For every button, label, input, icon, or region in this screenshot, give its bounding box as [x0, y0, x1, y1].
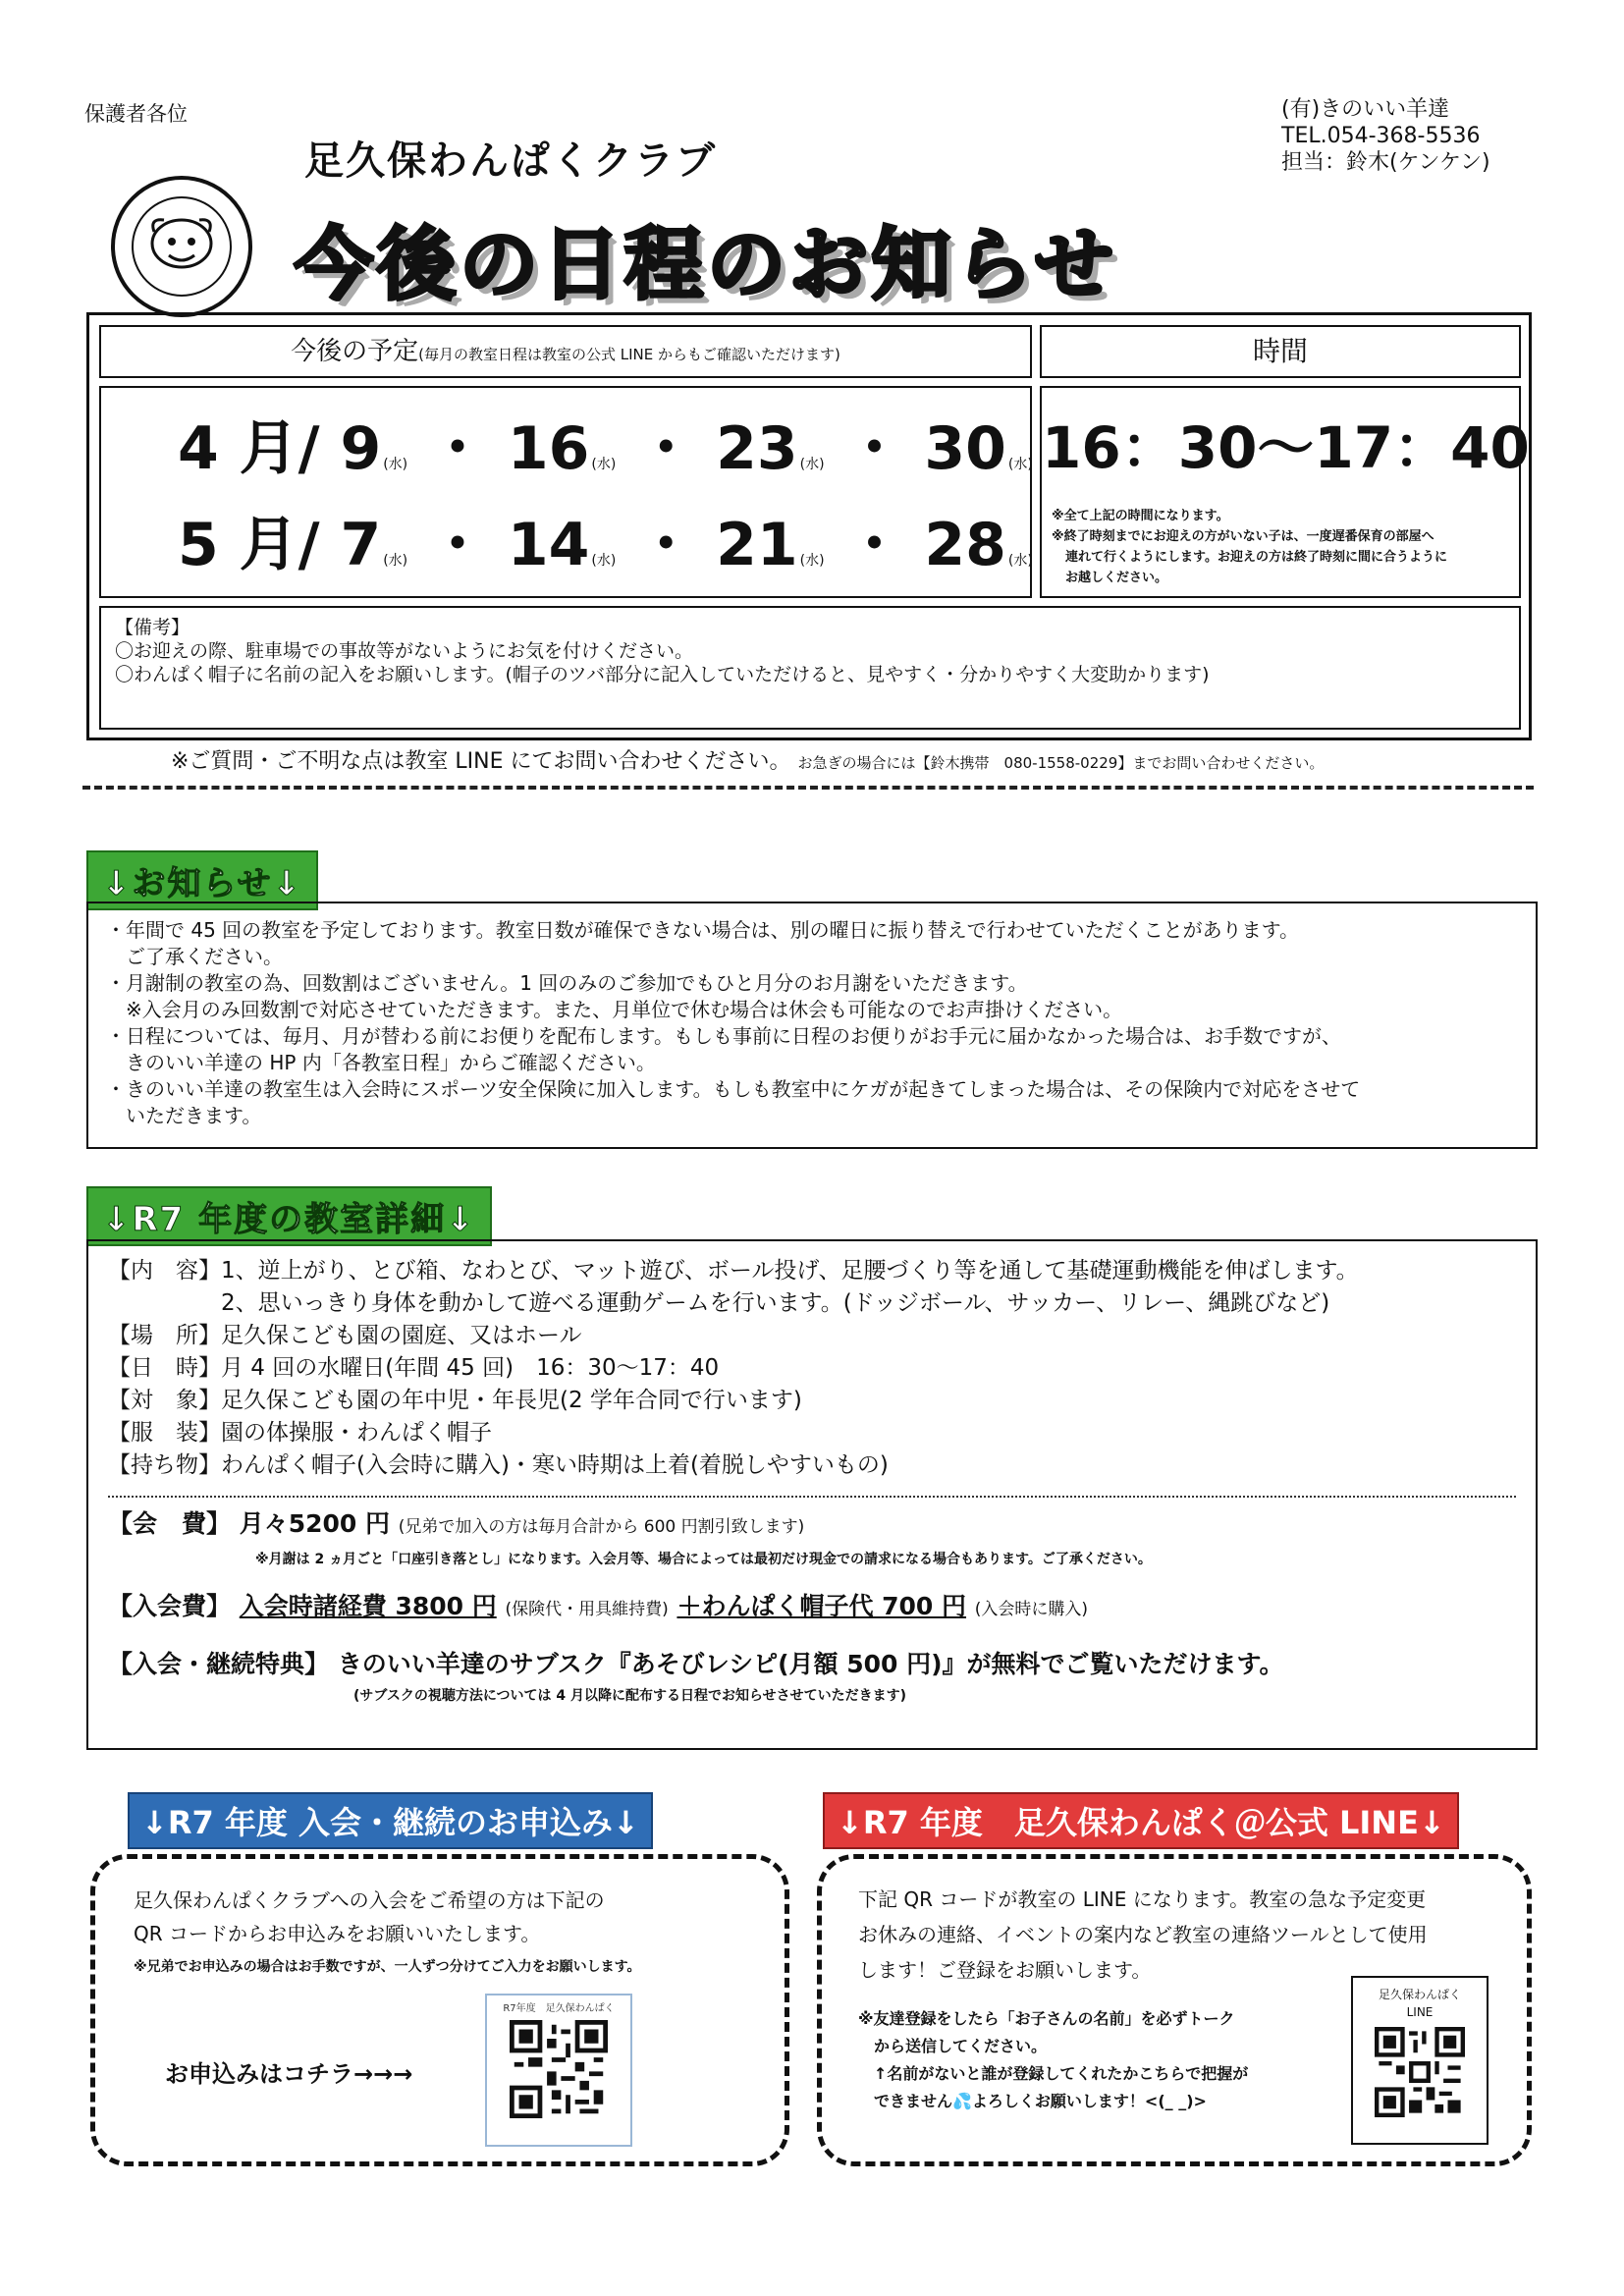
time-note: ※終了時刻までにお迎えの方がいない子は、一度遅番保育の部屋へ [1052, 529, 1435, 544]
date: 28 [924, 511, 1006, 579]
weekday-mark: (水) [383, 457, 408, 472]
weekday-mark: (水) [591, 553, 617, 569]
weekday-mark: (水) [1007, 457, 1033, 472]
time-note: 連れて行くようにします。お迎えの方は終了時刻に間に合うように [1065, 550, 1447, 565]
april-dates [178, 402, 1033, 486]
apply-qr-card[interactable] [485, 1994, 632, 2147]
date: 21 [716, 511, 798, 579]
recipient-line: 保護者各位 [84, 102, 188, 126]
divider [82, 786, 1534, 790]
perk-label: 【入会・継続特典】 [108, 1650, 330, 1678]
perk-text: きのいい羊達のサブスク『あそびレシピ(月額 500 円)』が無料でご覧いただけます。 [337, 1650, 1284, 1678]
schedule-dates [99, 386, 1032, 598]
schedule-header [99, 325, 1032, 378]
club-name: 足久保わんぱくクラブ [304, 138, 717, 184]
time-header: 時間 [1040, 325, 1521, 378]
line-text [858, 1882, 1428, 1988]
date: 7 [340, 511, 382, 579]
notice-line: ・日程については、毎月、月が替わる前にお便りを配布します。もしも事前に日程のお便りがお手元に届かなかった場合は、お手数ですが、 [106, 1024, 1341, 1048]
detail-row: 【対 象】足久保こども園の年中児・年長児(2 学年合同で行います) [108, 1388, 802, 1413]
fee-value: 月々5200 円 [239, 1509, 391, 1538]
entry-fee [108, 1590, 1516, 1626]
apply-heading: ↓R7 年度 入会・継続のお申込み↓ [128, 1792, 653, 1849]
line-qr-card[interactable] [1351, 1976, 1489, 2145]
remark-line: 〇わんぱく帽子に名前の記入をお願いします。(帽子のツバ部分に記入していただけると、見やすく・分かりやすく大変助かります) [115, 664, 1210, 685]
separator: ・ [844, 511, 904, 579]
inquiry-main: ※ご質問・ご不明な点は教室 LINE にてお問い合わせください。 [171, 749, 791, 774]
weekday-mark: (水) [799, 457, 825, 472]
company-contact [1281, 96, 1490, 176]
member-perk [108, 1648, 1516, 1680]
notice-line: ・月謝制の教室の為、回数割はございません。1 回のみのご参加でもひと月分のお月謝をいただきます。 [106, 971, 1028, 995]
qr-code-icon[interactable] [510, 2020, 608, 2118]
entry-value: 入会時諸経費 3800 円 [239, 1592, 497, 1620]
entry-label: 【入会費】 [108, 1592, 232, 1620]
notice-line: ・きのいい羊達の教室生は入会時にスポーツ安全保険に加入します。もしも教室中にケガが起きてしまった場合は、その保険内で対応をさせて [106, 1077, 1361, 1101]
date: 9 [340, 414, 382, 483]
line-note-line: から送信してください。 [858, 2037, 1048, 2055]
date: 30 [924, 414, 1006, 483]
sheep-logo-icon [110, 175, 253, 318]
line-text-line: します！ご登録をお願いします。 [858, 1958, 1152, 1982]
detail-row: 2、思いっきり身体を動かして遊べる運動ゲームを行います。(ドッジボール、サッカー、リレー、縄跳びなど) [108, 1290, 1330, 1316]
detail-row: 【内 容】1、逆上がり、とび箱、なわとび、マット遊び、ボール投げ、足腰づくり等を通して基礎運動機能を伸ばします。 [108, 1258, 1359, 1284]
line-note-line: ※友達登録をしたら「お子さんの名前」を必ずトーク [858, 2009, 1235, 2028]
line-qr-caption-1: 足久保わんぱく [1378, 1988, 1461, 2001]
line-note-line: できません💦よろしくお願いします！<(_ _)> [858, 2092, 1207, 2110]
time-note: ※全て上記の時間になります。 [1052, 509, 1229, 523]
date: 14 [507, 511, 590, 579]
date: 16 [507, 414, 590, 483]
apply-note: ※兄弟でお申込みの場合はお手数ですが、一人ずつ分けてご入力をお願いします。 [134, 1959, 641, 1975]
hat-note: (入会時に購入) [974, 1600, 1089, 1619]
schedule-table [86, 312, 1532, 740]
notice-box [86, 902, 1538, 1149]
schedule-header-note: (毎月の教室日程は教室の公式 LINE からもご確認いただけます) [418, 346, 840, 363]
weekday-mark: (水) [799, 553, 825, 569]
hat-value: ＋わんぱく帽子代 700 円 [677, 1592, 967, 1620]
apply-text [134, 1884, 605, 1950]
notice-heading: ↓お知らせ↓ [86, 850, 318, 910]
apply-cta[interactable]: お申込みはコチラ→→→ [165, 2060, 413, 2088]
remark-line: 〇お迎えの際、駐車場での事故等がないようにお気を付けください。 [115, 640, 694, 662]
fee-subnote: ※月謝は 2 ヵ月ごと「口座引き落とし」になります。入会月等、場合によっては最初だけ現金での請求になる場合もあります。ご了承ください。 [255, 1552, 1152, 1567]
separator: ・ [844, 414, 904, 483]
detail-row: 【日 時】月 4 回の水曜日(年間 45 回) 16：30～17：40 [108, 1355, 720, 1381]
line-qr-caption [1353, 1978, 1487, 2021]
apply-line: QR コードからお申込みをお願いいたします。 [134, 1922, 541, 1945]
line-note [858, 2005, 1248, 2115]
remarks-title: 【備考】 [115, 617, 190, 638]
inquiry-line [171, 744, 1324, 775]
notice-line: ※入会月のみ回数割で対応させていただきます。また、月単位で休む場合は休会も可能なのでお声掛けください。 [106, 998, 1123, 1021]
notice-line: きのいい羊達の HP 内「各教室日程」からご確認ください。 [106, 1051, 656, 1074]
time-notes [1052, 506, 1447, 588]
line-qr-code-icon[interactable] [1375, 2027, 1465, 2117]
may-dates [178, 498, 1033, 582]
apply-line: 足久保わんぱくクラブへの入会をご希望の方は下記の [134, 1888, 605, 1912]
company-name: (有)きのいい羊達 [1281, 97, 1450, 122]
schedule-header-label: 今後の予定 [291, 337, 419, 366]
apply-qr-caption: R7年度 足久保わんぱく [503, 2003, 615, 2014]
fee-label: 【会 費】 [108, 1509, 232, 1538]
weekday-mark: (水) [1007, 553, 1033, 569]
monthly-fee [108, 1507, 1516, 1544]
perk-note: (サブスクの視聴方法については 4 月以降に配布する日程でお知らせさせていただきます) [353, 1688, 907, 1704]
notice-line: いただきます。 [106, 1104, 262, 1127]
month-label: 5 月/ [178, 511, 320, 579]
notice-line: ご了承ください。 [106, 945, 283, 968]
separator: ・ [636, 414, 696, 483]
detail-row: 【服 装】園の体操服・わんぱく帽子 [108, 1420, 492, 1446]
contact-person: 担当：鈴木(ケンケン) [1281, 150, 1490, 175]
date: 23 [716, 414, 798, 483]
weekday-mark: (水) [383, 553, 408, 569]
line-note-line: ↑名前がないと誰が登録してくれたかこちらで把握が [858, 2064, 1249, 2083]
detail-row: 【持ち物】わんぱく帽子(入会時に購入)・寒い時期は上着(着脱しやすいもの) [108, 1452, 889, 1478]
line-text-line: お休みの連絡、イベントの案内など教室の連絡ツールとして使用 [858, 1923, 1428, 1946]
page-title: 今後の日程のお知らせ [295, 219, 1117, 310]
dotted-divider [108, 1496, 1516, 1498]
line-qr-caption-2: LINE [1406, 2005, 1434, 2019]
line-text-line: 下記 QR コードが教室の LINE になります。教室の急な予定変更 [858, 1887, 1427, 1911]
company-tel: TEL.054-368-5536 [1281, 124, 1481, 148]
class-time: 16：30～17：40 [1042, 414, 1530, 481]
details-heading: ↓R7 年度の教室詳細↓ [86, 1186, 492, 1246]
details-box [86, 1239, 1538, 1750]
separator: ・ [428, 511, 488, 579]
remarks-cell [99, 606, 1521, 730]
month-label: 4 月/ [178, 414, 320, 483]
detail-row: 【場 所】足久保こども園の園庭、又はホール [108, 1323, 582, 1348]
notice-line: ・年間で 45 回の教室を予定しております。教室日数が確保できない場合は、別の曜日に振り替えで行わせていただくことがあります。 [106, 918, 1299, 942]
separator: ・ [636, 511, 696, 579]
entry-note: (保険代・用具維持費) [505, 1600, 669, 1619]
line-heading: ↓R7 年度 足久保わんぱく＠公式 LINE↓ [823, 1792, 1459, 1849]
time-note: お越しください。 [1065, 571, 1168, 585]
time-cell [1040, 386, 1530, 598]
inquiry-urgent: お急ぎの場合には【鈴木携帯 080-1558-0229】までお問い合わせください。 [797, 754, 1325, 772]
fee-note: (兄弟で加入の方は毎月合計から 600 円割引致します) [398, 1517, 805, 1537]
weekday-mark: (水) [591, 457, 617, 472]
separator: ・ [428, 414, 488, 483]
